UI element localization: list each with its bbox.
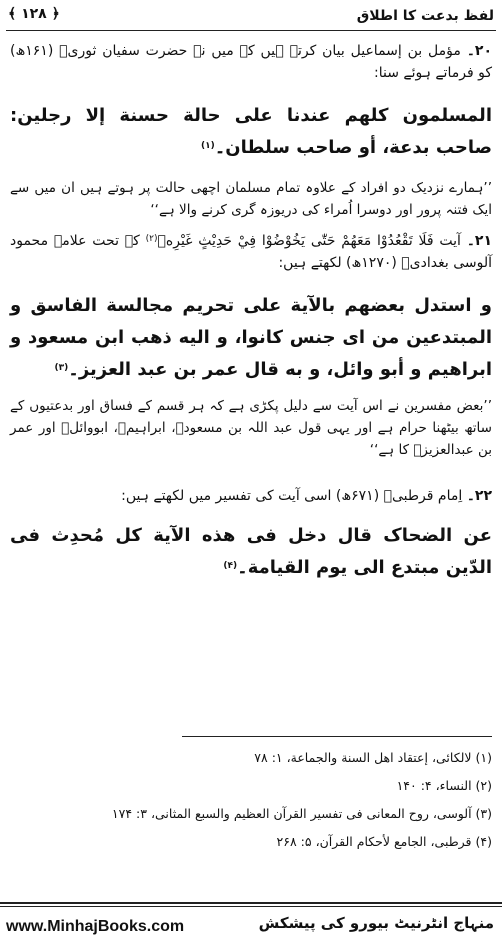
translation-text: ’’ہمارے نزدیک دو افراد کے علاوہ تمام مسلمان اچھی حالت پر ہوتے ہیں ان میں سے ایک فتنہ پرور اور دوسرا اُمراء کی دریوزہ گری کرنے والا ہے‘‘ — [10, 180, 492, 218]
running-title: لفظ بدعت کا اطلاق — [356, 8, 494, 24]
paragraph-number: ۲۲۔ — [466, 488, 492, 504]
page-header — [0, 0, 502, 34]
translation-text: ’’بعض مفسرین نے اس آیت سے دلیل پکڑی ہے کہ ہر قسم کے فساق اور بدعتیوں کے ساتھ بیٹھنا حرام ہے اور یہی قول عبد اللہ بن مسعودؓ، ابراہیمؒ، ابووائلؒ اور عمر بن عبدالعزیزؒ کا ہے‘‘ — [10, 398, 492, 458]
footnote-list — [10, 744, 492, 856]
footnote-rule — [182, 736, 492, 737]
footnote-item: (۳) آلوسی، روح المعانی فی تفسیر القرآن العظیم والسبع المثانی، ۳: ۱۷۴ — [111, 806, 492, 821]
footnote-item: (۴) قرطبی، الجامع لأحكام القرآن، ۵: ۲۶۸ — [276, 834, 492, 849]
arabic-quote-text: عن الضحاک قال دخل فی هذه الآية كل مُحدِث فی الدّين مبتدع الى يوم القيامة۔ — [10, 525, 492, 578]
footer-rule-thin — [0, 906, 502, 907]
footnote-ref: (۳) — [54, 363, 69, 373]
urdu-translation-20 — [10, 177, 492, 221]
footnote-ref: (۲) — [145, 234, 158, 244]
paragraph-20 — [10, 40, 492, 84]
paragraph-21 — [10, 230, 492, 274]
paragraph-text: اِمام قرطبیؒ (۶۷۱ھ) اسی آیت کی تفسیر میں لکھتے ہیں: — [121, 488, 463, 504]
footnote-ref: (۴) — [223, 561, 238, 571]
website-link[interactable]: www.MinhajBooks.com — [6, 918, 185, 935]
header-rule — [6, 30, 496, 31]
footnote-ref: (۱) — [201, 141, 215, 151]
paragraph-22 — [10, 485, 492, 507]
publisher-credit: منہاج انٹرنیٹ بیورو کی پیشکش — [258, 914, 494, 932]
paragraph-text-b: کے تحت علامہ محمود آلوسی بغدادیؒ (۱۲۷۰ھ) لکھتے ہیں: — [10, 233, 492, 271]
arabic-quote-21 — [10, 290, 492, 386]
footnote-item: (۱) لالکائی، إعتقاد اهل السنة والجماعة، ۱: ۷۸ — [254, 750, 492, 765]
arabic-quote-text: و استدل بعضهم بالآية على تحريم مجالسة الفاسق و المبتدعين من اى جنس كانوا، و اليه ذهب ابن مسعود و ابراهيم و أبو وائل، و به قال عمر بن عبد العزيز۔ — [10, 295, 492, 380]
paragraph-text-a: آیت فَلَا تَقْعُدُوْا مَعَهُمْ حَتّٰى يَخُوْضُوْا فِيْ حَدِيْثٍ غَيْرِهٖ — [157, 233, 461, 249]
paragraph-number: ۲۰۔ — [466, 43, 492, 59]
arabic-quote-22 — [10, 520, 492, 584]
urdu-translation-21 — [10, 395, 492, 461]
arabic-quote-20 — [10, 100, 492, 164]
page-number: ﴿ ۱۲۸ ﴾ — [8, 6, 60, 22]
paragraph-text: مؤمل بن إسماعیل بیان کرتے ہیں کہ میں نے حضرت سفیان ثوریؒ (۱۶۱ھ) کو فرماتے ہوئے سنا: — [10, 43, 492, 81]
paragraph-number: ۲۱۔ — [466, 233, 492, 249]
footnote-item: (۲) النساء، ۴: ۱۴۰ — [396, 778, 492, 793]
arabic-quote-text: المسلمون كلهم عندنا على حالة حسنة إلا رجلين: صاحب بدعة، أو صاحب سلطان۔ — [10, 105, 492, 158]
footer-rule — [0, 902, 502, 904]
